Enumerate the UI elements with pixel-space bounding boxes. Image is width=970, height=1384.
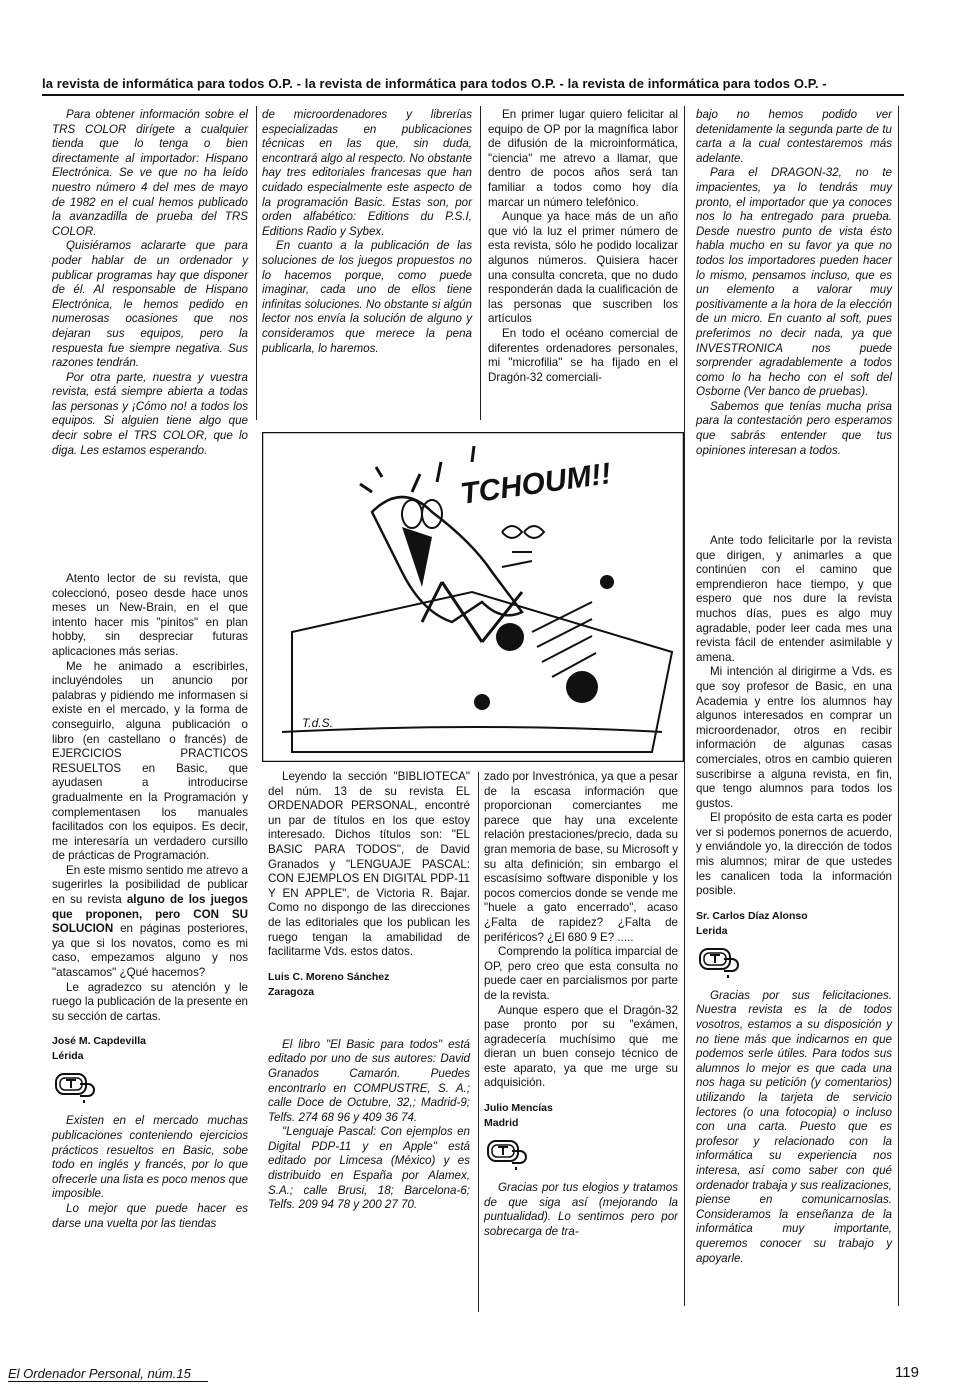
signature-name: Sr. Carlos Díaz Alonso xyxy=(696,909,808,922)
column-4-letter xyxy=(696,534,892,1266)
column-2-reply xyxy=(262,108,472,356)
cartoon-caption: TCHOUM!! xyxy=(458,457,614,511)
letter-paragraph: Comprendo la política imparcial de OP, pero creo que esta consulta no puede caer en parcialismos por parte de la revista. xyxy=(484,945,678,1002)
reply-paragraph: "Lenguaje Pascal: Con ejemplos en Digital PDP-11 y en Apple" está editado por Limcesa (México) y es distribuido en España por Alamex, S.A.; calle Brusi, 18; Barcelona-6; Telfs. 209 94 78 y 200 27 70. xyxy=(268,1125,470,1212)
reply-paragraph: bajo no hemos podido ver detenidamente la segunda parte de tu carta a la cual contestaremos más adelante. xyxy=(696,108,892,165)
signature xyxy=(52,1034,248,1064)
letter-paragraph: zado por Investrónica, ya que a pesar de la escasa información que proporcionan comerciantes me parece que hay una excelente relación prestaciones/precio, dada su gran memoria de base, su Microsoft y su alta definición; sin embargo el escasísimo software disponible y los pocos comercios donde se vende me "huele a gato encerrado", acaso ¿Falta de rapidez? ¿Falta de periféricos? ¿El 680 9 E? ..... xyxy=(484,770,678,944)
letter-paragraph xyxy=(52,864,248,981)
op-logo-icon xyxy=(486,1139,530,1171)
column-3-letter-continued xyxy=(484,770,678,1239)
column-rule-4 xyxy=(898,106,899,1306)
reply-paragraph: de microordenadores y librerías especializadas en publicaciones técnicas en las que, sin duda, encontrará algo al respecto. No obstante hay tres editoriales francesas que han cuidado especialmente este aspecto de la programación Basic. Estas son, por orden alfabético: Editions du P.S.I, Editions Radio y Sybex. xyxy=(262,108,472,238)
signature-city: Zaragoza xyxy=(268,985,315,998)
letter-paragraph: Leyendo la sección "BIBLIOTECA" del núm. 13 de su revista EL ORDENADOR PERSONAL, encontré un par de títulos en los que estoy interesado. Dichos títulos son: "EL BASIC PARA TODOS", de David Granados y "LENGUAJE PASCAL: CON EJEMPLOS EN DIGITAL PDP-11 Y EN APPLE", de Victoria R. Bajar. Como no dispongo de las direcciones de las editoriales que los publican les ruego tengan la amabilidad de facilitarme Vds. estos datos. xyxy=(268,770,470,959)
signature-city: Lerida xyxy=(696,924,728,937)
letter-text: en páginas posteriores, ya que si los novatos, como es mi caso, empezamos alguno y nos "atascamos" ¿Qué hacemos? xyxy=(52,922,248,980)
signature xyxy=(484,1101,678,1131)
letter-paragraph: En todo el océano comercial de diferentes ordenadores personales, mi "microfilia" se ha fijado en el Dragón-32 comerciali- xyxy=(488,326,678,384)
letter-paragraph: En primer lugar quiero felicitar al equipo de OP por la magnífica labor de difusión de la microinformática, "ciencia" me atrevo a llamar, que dentro de pocos años será tan familiar a todos como hoy día marcar un número telefónico. xyxy=(488,108,678,209)
letter-paragraph: El propósito de esta carta es poder ver si podemos ponernos de acuerdo, y enviándole yo, la dirección de todos mis alumnos; mirar de que ustedes les canalicen toda la información posible. xyxy=(696,811,892,898)
letter-paragraph: Le agradezco su atención y le ruego la publicación de la presente en su sección de cartas. xyxy=(52,980,248,1023)
header-rule xyxy=(42,94,904,96)
running-header: la revista de informática para todos O.P. - la revista de informática para todos O.P. - la revista de informática para todos O.P. - xyxy=(42,76,827,91)
column-rule-1 xyxy=(256,106,257,420)
reply-paragraph: Gracias por sus felicitaciones. Nuestra revista es la de todos vosotros, estamos a su disposición y no tiene más que indicarnos en que podemos serle útiles. Para todos sus alumnos lo mejor es que cada una nos haga su petición (y comentarios) utilizando la tarjeta de servicio lectores (o una fotocopia) o incluso con una carta. Puesto que es profesor y relacionado con la informática su experiencia nos interesa, así como saber con qué ordenador trabaja y sus realizaciones, piense en comunicarnoslas. Consideramos la enseñanza de la informática muy importante, queremos conocer su trabajo y apoyarle. xyxy=(696,988,892,1265)
signature xyxy=(268,970,470,1000)
letter-paragraph: Atento lector de su revista, que coleccionó, poseo desde hace unos meses un New-Brain, en el que intento hacer mis "pinitos" en plan hobby, sin despreciar futuras aplicaciones más serias. xyxy=(52,572,248,658)
reply-paragraph: Existen en el mercado muchas publicaciones conteniendo ejercicios prácticos resueltos en Basic, sobe todo en inglés y francés, por lo que ofrecerle una lista es poco menos que imposible. xyxy=(52,1114,248,1201)
column-rule-5 xyxy=(478,772,479,1312)
letter-paragraph: Me he animado a escribirles, incluyéndoles un anuncio por palabras y pidiendo me informasen si existe en el mercado, y la forma de conseguirlo, alguna publicación o libro (en castellano o francés) de EJERCICIOS PRACTICOS RESUELTOS en Basic, que ayudasen a introducirse gradualmente en la Programación y complementasen los manuales facilitados con los equipos. Es decir, me interesaría un verdadero cursillo de prácticas de Programación. xyxy=(52,659,248,863)
reply-paragraph: Para obtener información sobre el TRS COLOR dirígete a cualquier tienda que lo tenga o bien directamente al importador: Hispano Electrónica. Se ve que no ha leído nuestro número 4 del mes de mayo de 1982 en el cual hemos publicado la avanzadilla de prueba del TRS COLOR. xyxy=(52,108,248,238)
signature-city: Madrid xyxy=(484,1117,519,1130)
column-4-reply xyxy=(696,108,892,458)
signature-name: Julio Mencías xyxy=(484,1102,553,1115)
reply-paragraph: El libro "El Basic para todos" está editado por uno de sus autores: David Granados Camarón. Puedes encontrarlo en COMPUSTRE, S. A.; calle Doce de Octubre, 32,; Madrid-9; Telfs. 274 68 96 y 409 36 74. xyxy=(268,1037,470,1124)
signature xyxy=(696,909,892,939)
reply-paragraph: Quisiéramos aclararte que para poder hablar de un ordenador y publicar programas hay que disponer de él. Al responsable de Hispano Electrónica, le hemos pedido en numerosas ocasiones que nos dejaran sus equipos, pero la respuesta fue siempre negativa. Sus razones tendrán. xyxy=(52,239,248,370)
op-logo-icon xyxy=(698,947,742,979)
column-3-letter xyxy=(488,108,678,385)
reply-block xyxy=(484,1181,678,1239)
column-1-letter xyxy=(52,572,248,1231)
footer-magazine-title: El Ordenador Personal, núm.15 xyxy=(8,1366,191,1381)
signature-name: José M. Capdevilla xyxy=(52,1035,146,1048)
column-rule-3 xyxy=(684,106,685,1306)
column-2-letter xyxy=(268,770,470,1213)
page-number: 119 xyxy=(895,1364,919,1381)
signature-name: Luis C. Moreno Sánchez xyxy=(268,970,390,983)
cartoon-signature: T.d.S. xyxy=(302,716,333,730)
letter-paragraph: Ante todo felicitarle por la revista que dirigen, y animarles a que continúen con el camino que emprendieron hace tiempo, y que espero que nos dure la revista muchos días, pues es algo muy agradable, poder leer cada mes una revista fácil de entender asimilable y amena. xyxy=(696,534,892,664)
column-rule-2 xyxy=(480,106,481,420)
reply-paragraph: En cuanto a la publicación de las soluciones de los juegos propuestos no lo hacemos porque, como puede imaginar, cada uno de ellos tiene infinitas soluciones. No obstante si algún lector nos envía la solución de alguno y consideramos que merece la pena publicarla, lo haremos. xyxy=(262,239,472,355)
reply-paragraph: Por otra parte, nuestra y vuestra revista, está siempre abierta a todas las personas y ¡Cómo no! a todos los equipos. Si alguien tiene algo que decir sobre el TRS COLOR, que lo diga. Les estamos esperando. xyxy=(52,370,248,457)
signature-city: Lérida xyxy=(52,1050,84,1063)
reply-paragraph: Gracias por tus elogios y tratamos de que siga así (mejorando la puntualidad). Lo sentimos pero por sobrecarga de tra- xyxy=(484,1181,678,1238)
reply-block xyxy=(696,989,892,1266)
op-logo-icon xyxy=(54,1072,98,1104)
letter-bold-text: alguno de los juegos que proponen, pero CON SU SOLUCION xyxy=(52,893,248,936)
cartoon-illustration xyxy=(262,432,684,762)
reply-block xyxy=(52,1114,248,1231)
letter-paragraph: Mi intención al dirigirme a Vds. es que soy profesor de Basic, en una Academia y entre los alumnos hay algunos interesados en comprar un microordenador, otros en recibir información de algunas casas comerciales, otros en cambio quieren suscribirse a alguna revista, en fin, que tengo alumnos para todos los gustos. xyxy=(696,665,892,810)
reply-paragraph: Sabemos que tenías mucha prisa para la contestación pero esperamos que sabrás entender que tus opiniones interesan a todos. xyxy=(696,399,892,457)
reply-paragraph: Para el DRAGON-32, no te impacientes, ya lo tendrás muy pronto, el importador que ya conoces nos lo ha entregado para prueba. Desde nuestro punto de vista ésto habla mucho en su favor ya que no todos los importadores pueden hacer lo mismo, pensamos incluso, que es un elemento a valorar muy positivamente a la hora de la elección de un micro. En cuanto al soft, pues preferimos no decir nada, ya que INVESTRONICA nos puede sorprender agradablemente a todos como lo ha hecho con el soft del Osborne (Ver banco de pruebas). xyxy=(696,166,892,399)
letter-paragraph: Aunque ya hace más de un año que vió la luz el primer número de esta revista, sólo he podido localizar algunos números. Quisiera hacer una consulta concreta, que no dudo responderán dada la cualificación de las personas que suscriben los artículos xyxy=(488,210,678,326)
reply-paragraph: Lo mejor que puede hacer es darse una vuelta por las tiendas xyxy=(52,1201,248,1230)
column-1-reply xyxy=(52,108,248,458)
reply-block xyxy=(268,1038,470,1213)
letter-paragraph: Aunque espero que el Dragón-32 pase pronto por su "exámen, agradecería muchísimo que me dieran un buen consejo técnico de este aparato, ya que me urge su adquisición. xyxy=(484,1003,678,1090)
footer-rule xyxy=(8,1381,208,1382)
letter-text: En este mismo sentido me atrevo a sugerirles la posibilidad de publicar en su revista xyxy=(52,863,248,907)
